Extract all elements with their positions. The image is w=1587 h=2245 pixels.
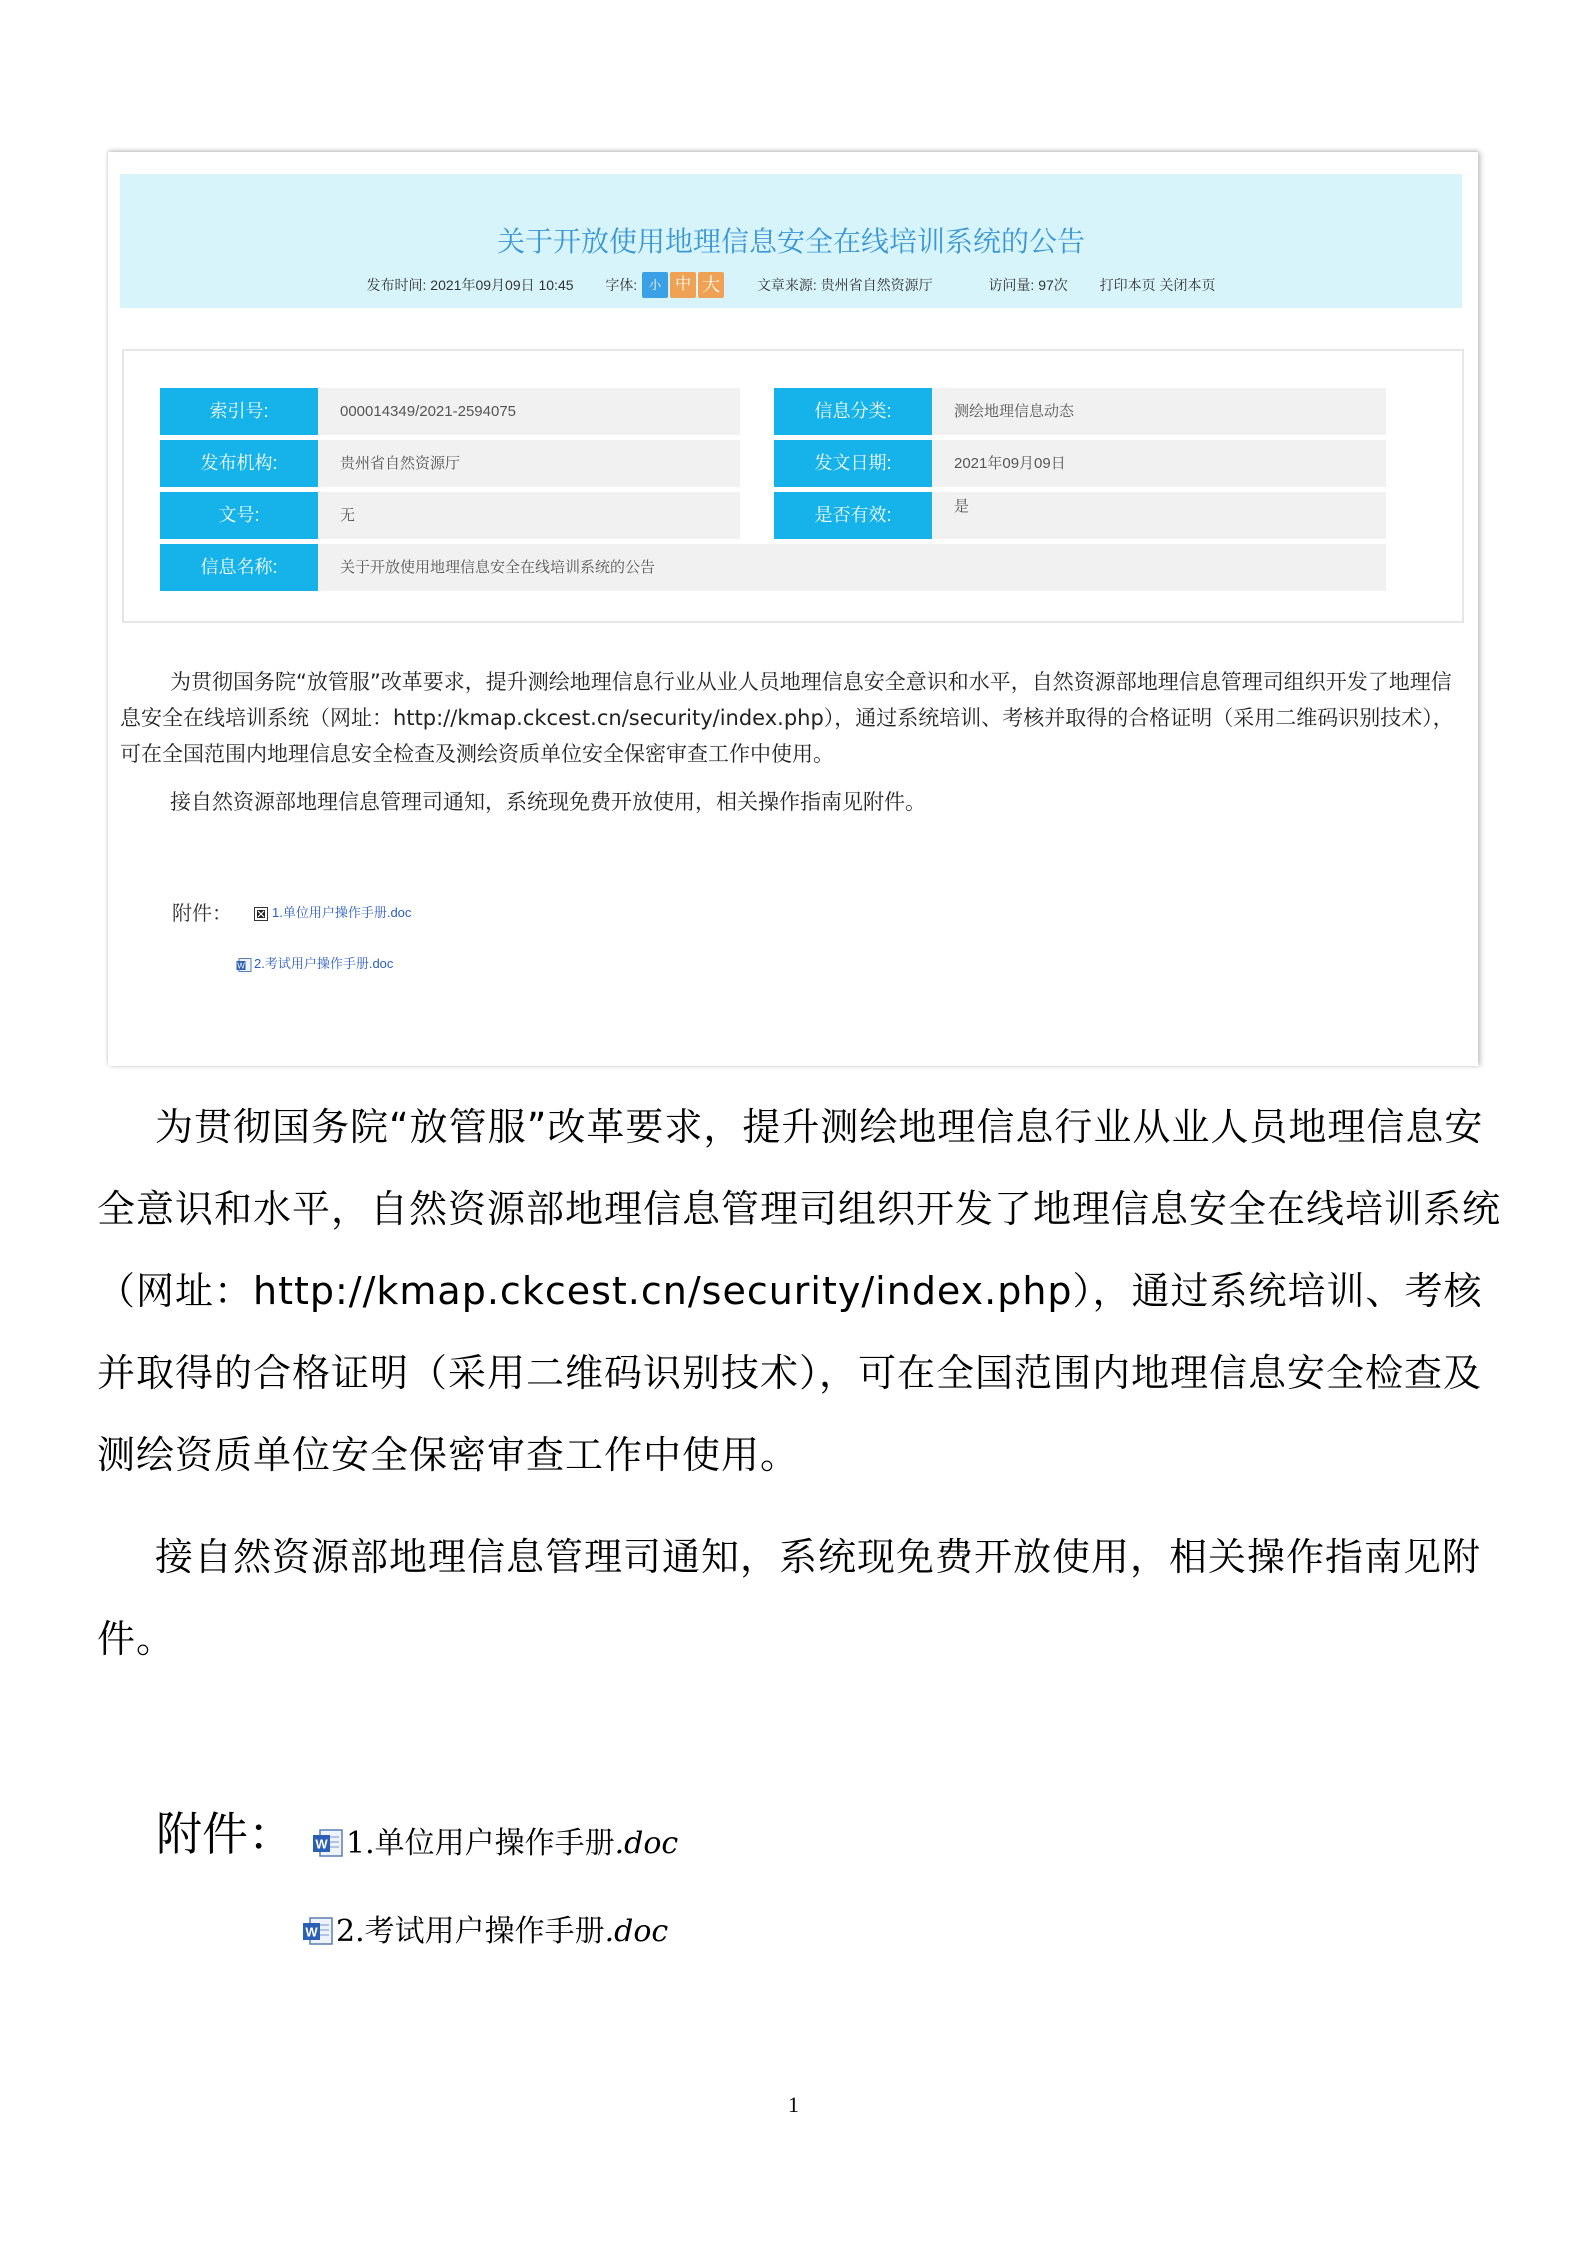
date-value: 2021年09月09日	[932, 440, 1386, 487]
category-value: 测绘地理信息动态	[932, 388, 1386, 435]
info-row-publisher	[160, 440, 740, 487]
web-attachments-label: 附件：	[172, 901, 232, 925]
doc-paragraph-2: 接自然资源部地理信息管理司通知，系统现免费开放使用，相关操作指南见附件。	[97, 1535, 1482, 1661]
word-doc-icon	[312, 1829, 344, 1867]
doc-attachment-1-name[interactable]: 1.单位用户操作手册	[346, 1826, 615, 1861]
word-doc-icon	[236, 958, 250, 972]
view-count: 访问量: 97次	[988, 277, 1068, 293]
info-row-docno	[160, 492, 740, 539]
doc-attachment-1-link[interactable]	[312, 1818, 678, 1867]
print-link[interactable]: 打印本页	[1099, 277, 1156, 293]
article-meta	[120, 272, 1462, 298]
close-link[interactable]: 关闭本页	[1159, 277, 1216, 293]
article-source: 文章来源: 贵州省自然资源厅	[756, 277, 933, 293]
broken-image-icon	[254, 907, 268, 921]
info-table	[122, 349, 1464, 623]
doc-attachment-2-ext[interactable]: .doc	[604, 1914, 669, 1949]
embedded-web-screenshot	[108, 152, 1478, 1066]
publish-time: 发布时间: 2021年09月09日 10:45	[366, 277, 574, 293]
docno-label: 文号:	[160, 492, 318, 539]
name-label: 信息名称:	[160, 544, 318, 591]
web-attachment-2-text[interactable]: 2.考试用户操作手册.doc	[254, 956, 394, 971]
font-size-label: 字体:	[605, 277, 638, 293]
font-large-button[interactable]: 大	[698, 272, 724, 298]
doc-paragraph-1: 为贯彻国务院“放管服”改革要求，提升测绘地理信息行业从业人员地理信息安全意识和水平，自然资源部地理信息管理司组织开发了地理信息安全在线培训系统（网址：http://kmap.ckcest.cn/security/index.php），通过系统培训、考核并取得的合格证明（采用二维码识别技术），可在全国范围内地理信息安全检查及测绘资质单位安全保密审查工作中使用。	[97, 1105, 1502, 1477]
info-row-category	[774, 388, 1386, 435]
index-label: 索引号:	[160, 388, 318, 435]
index-value: 000014349/2021-2594075	[318, 388, 740, 435]
doc-attachment-2-link[interactable]	[302, 1906, 668, 1955]
word-doc-icon	[302, 1917, 334, 1955]
page-number: 1	[788, 2092, 799, 2117]
web-paragraph-1: 为贯彻国务院“放管服”改革要求，提升测绘地理信息行业从业人员地理信息安全意识和水平，自然资源部地理信息管理司组织开发了地理信息安全在线培训系统（网址：http://kmap.ckcest.cn/security/index.php），通过系统培训、考核并取得的合格证明（采用二维码识别技术），可在全国范围内地理信息安全检查及测绘资质单位安全保密审查工作中使用。	[120, 670, 1454, 766]
info-row-date	[774, 440, 1386, 487]
doc-attachment-1-ext[interactable]: .doc	[614, 1826, 679, 1861]
svg-text:W: W	[305, 1924, 318, 1940]
info-row-index	[160, 388, 740, 435]
publisher-label: 发布机构:	[160, 440, 318, 487]
name-value: 关于开放使用地理信息安全在线培训系统的公告	[318, 544, 1386, 591]
category-label: 信息分类:	[774, 388, 932, 435]
web-attachment-2-link[interactable]	[236, 953, 393, 972]
article-title: 关于开放使用地理信息安全在线培训系统的公告	[496, 226, 1085, 257]
web-attachment-1-text[interactable]: 1.单位用户操作手册.doc	[272, 905, 412, 920]
web-attachment-1-link[interactable]	[254, 902, 411, 921]
doc-attachment-2-name[interactable]: 2.考试用户操作手册	[336, 1914, 605, 1949]
docno-value: 无	[318, 492, 740, 539]
info-row-valid	[774, 492, 1386, 539]
svg-text:W: W	[237, 961, 245, 971]
font-small-button[interactable]: 小	[642, 272, 668, 298]
date-label: 发文日期:	[774, 440, 932, 487]
web-paragraph-2: 接自然资源部地理信息管理司通知，系统现免费开放使用，相关操作指南见附件。	[170, 790, 926, 814]
svg-text:W: W	[315, 1836, 328, 1852]
valid-label: 是否有效:	[774, 492, 932, 539]
doc-attachments-label: 附件：	[156, 1807, 294, 1861]
article-header	[120, 174, 1462, 308]
publisher-value: 贵州省自然资源厅	[318, 440, 740, 487]
font-medium-button[interactable]: 中	[670, 272, 696, 298]
info-row-name	[160, 544, 1386, 591]
valid-value: 是	[932, 492, 1386, 539]
